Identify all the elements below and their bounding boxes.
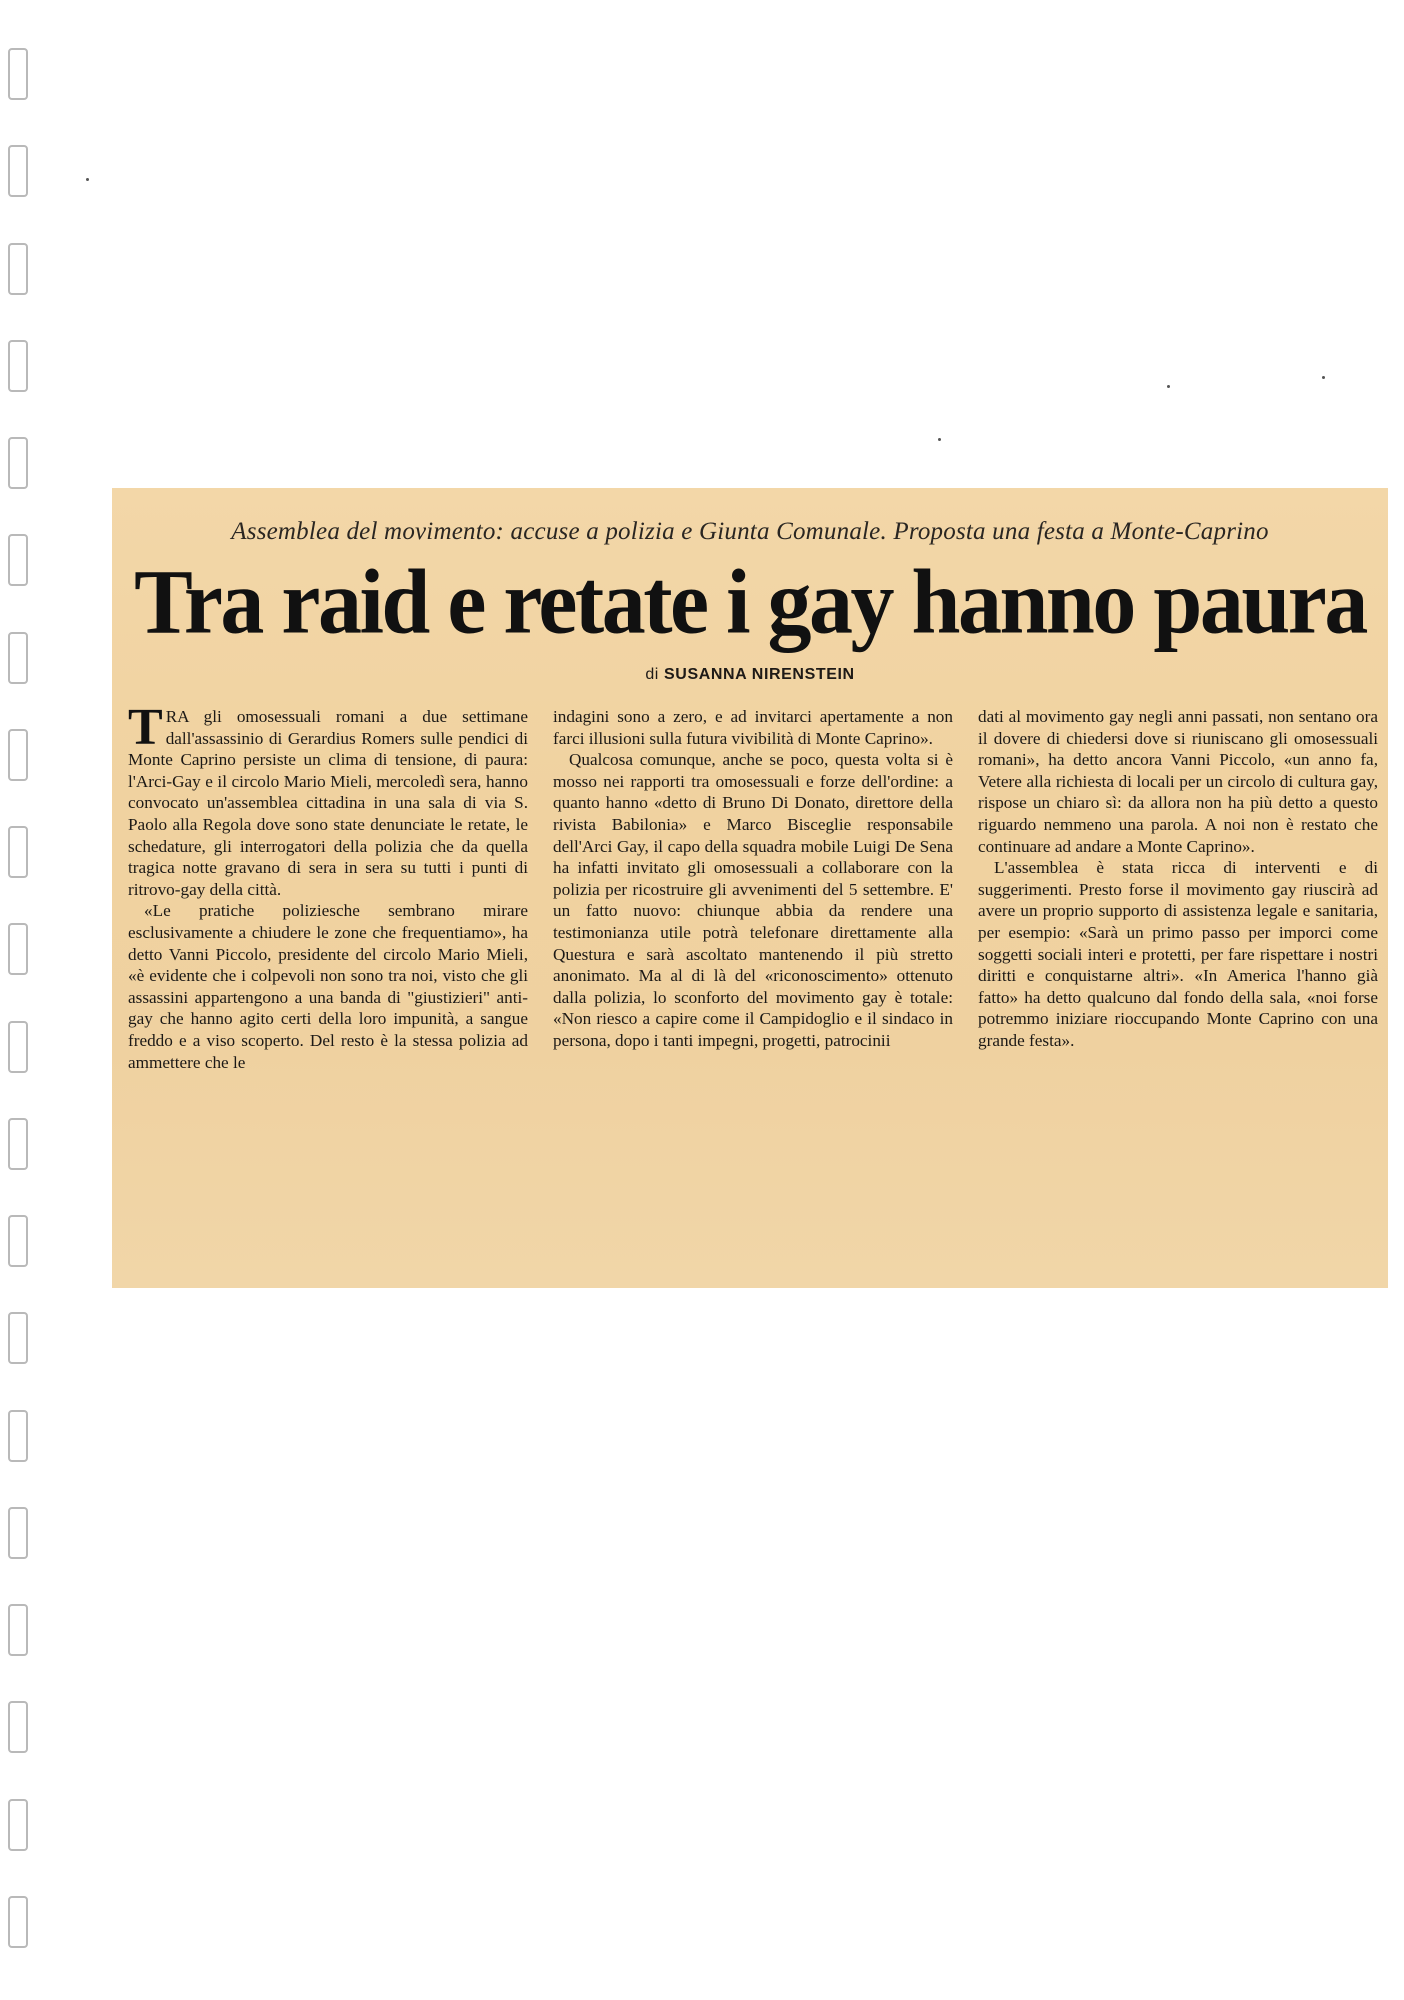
binder-hole	[8, 243, 28, 295]
newspaper-clipping	[112, 488, 1388, 1288]
article-kicker: Assemblea del movimento: accuse a polizia e Giunta Comunale. Proposta una festa a Monte-Caprino	[231, 518, 1269, 545]
binder-hole	[8, 145, 28, 197]
drop-cap: T	[128, 699, 163, 756]
article-paragraph: «Le pratiche poliziesche sembrano mirare esclusivamente a chiudere le zone che frequentiamo», ha detto Vanni Piccolo, presidente del circolo Mario Mieli, «è evidente che i colpevoli non sono tra noi, visto che gli assassini appartengono a una banda di "giustizieri" anti-gay che hanno agito certi della loro impunità, a sangue freddo e a viso scoperto. Del resto è la stessa polizia ad ammettere che le	[128, 901, 528, 1072]
binder-hole	[8, 1896, 28, 1948]
binder-hole	[8, 632, 28, 684]
byline-author: SUSANNA NIRENSTEIN	[664, 666, 855, 683]
binder-hole	[8, 923, 28, 975]
dust-speck	[86, 178, 89, 181]
article-column-2	[553, 706, 953, 1052]
binder-hole	[8, 1701, 28, 1753]
binder-hole	[8, 48, 28, 100]
dust-speck	[1322, 376, 1325, 379]
binder-holes	[0, 0, 40, 2000]
binder-hole	[8, 729, 28, 781]
article-body	[128, 699, 1378, 1166]
binder-hole	[8, 1799, 28, 1851]
article-paragraph	[128, 699, 528, 900]
binder-hole	[8, 1118, 28, 1170]
article-column-1	[128, 699, 528, 1073]
binder-hole	[8, 1604, 28, 1656]
article-paragraph: indagini sono a zero, e ad invitarci apertamente a non farci illusioni sulla futura vivibilità di Monte Caprino».	[553, 707, 953, 748]
binder-hole	[8, 1410, 28, 1462]
article-paragraph: Qualcosa comunque, anche se poco, questa volta si è mosso nei rapporti tra omosessuali e forze dell'ordine: a quanto hanno «detto di Bruno Di Donato, direttore della rivista Babilonia» e Marco Bisceglie responsabile dell'Arci Gay, il capo della squadra mobile Luigi De Sena ha infatti invitato gli omosessuali a collaborare con la polizia per ricostruire gli avvenimenti del 5 settembre. E' un fatto nuovo: chiunque abbia da rendere una testimonianza utile potrà telefonare direttamente alla Questura e sarà ascoltato mantenendo il più stretto anonimato. Ma al di là del «riconoscimento» ottenuto dalla polizia, lo sconforto del movimento gay è totale: «Non riesco a capire come il Campidoglio e il sindaco in persona, dopo i tanti impegni, progetti, patrocinii	[553, 750, 953, 1050]
byline-prefix: di	[645, 666, 659, 683]
binder-hole	[8, 1215, 28, 1267]
binder-hole	[8, 1312, 28, 1364]
article-column-3	[978, 706, 1378, 1052]
article-paragraph: dati al movimento gay negli anni passati, non sentano ora il dovere di chiedersi dove si riuniscano gli omosessuali romani», ha detto ancora Vanni Piccolo, «un anno fa, Vetere alla richiesta di locali per un circolo di cultura gay, rispose un chiaro sì: da allora non ha più detto a questo riguardo nemmeno una parola. A noi non è restato che continuare ad andare a Monte Caprino».	[978, 707, 1378, 856]
dust-speck	[938, 438, 941, 441]
binder-hole	[8, 826, 28, 878]
binder-hole	[8, 534, 28, 586]
binder-hole	[8, 1507, 28, 1559]
article-byline	[112, 666, 1388, 684]
binder-hole	[8, 340, 28, 392]
dust-speck	[1167, 385, 1170, 388]
binder-hole	[8, 437, 28, 489]
binder-hole	[8, 1021, 28, 1073]
paragraph-text: RA gli omosessuali romani a due settimane dall'assassinio di Gerardius Romers sulle pendici di Monte Caprino persiste un clima di tensione, di paura: l'Arci-Gay e il circolo Mario Mieli, mercoledì sera, hanno convocato un'assemblea cittadina in una sala di via S. Paolo alla Regola dove sono state denunciate le retate, le schedature, gli interrogatori della polizia che da quella tragica notte gravano di sera in sera su tutti i punti di ritrovo-gay della città.	[128, 707, 528, 899]
article-headline: Tra raid e retate i gay hanno paura	[134, 551, 1366, 654]
article-paragraph: L'assemblea è stata ricca di interventi e di suggerimenti. Presto forse il movimento gay riuscirà ad avere un proprio supporto di assistenza legale e sanitaria, per esempio: «Sarà un primo passo per imporci come soggetti sociali interi e protetti, per fare rispettare i nostri diritti e conquistarne altri». «In America l'hanno già fatto» ha detto qualcuno dal fondo della sala, «noi forse potremmo iniziare rioccupando Monte Caprino con una grande festa».	[978, 858, 1378, 1050]
